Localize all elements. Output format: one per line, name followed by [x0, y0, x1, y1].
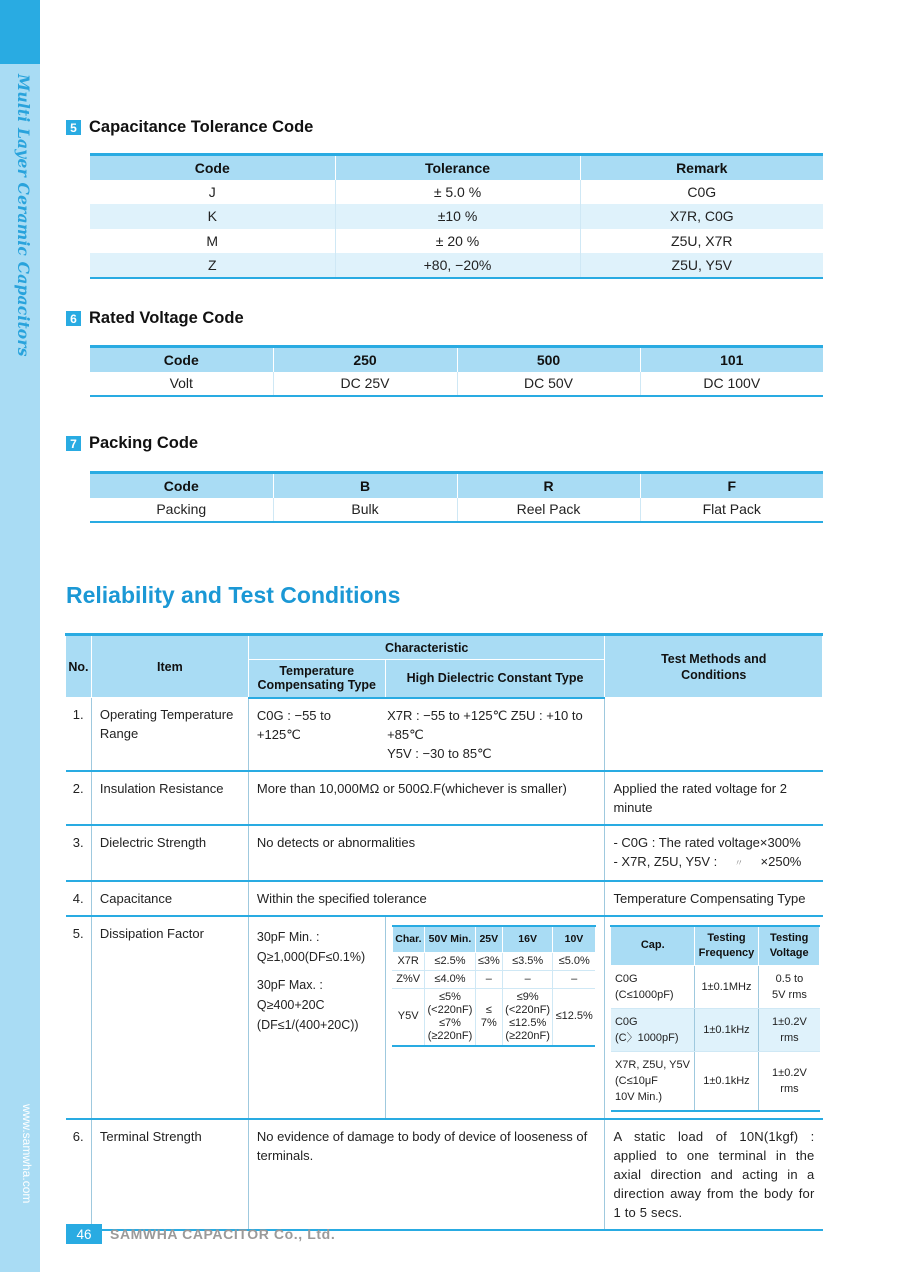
cell-temp-comp [248, 916, 385, 1119]
header-500: 500 [457, 347, 640, 372]
cell-characteristic: Within the specified tolerance [248, 881, 605, 916]
cell-tolerance: +80, −20% [335, 253, 580, 278]
cell-label: Packing [90, 498, 273, 523]
test-header: Testing Voltage [758, 926, 820, 966]
cell-item: Capacitance [91, 881, 248, 916]
header-test-methods: Test Methods and Conditions [605, 635, 823, 698]
table-row [66, 771, 823, 825]
df-table [392, 925, 596, 1047]
cell-test [605, 825, 823, 881]
test-cell: 1±0.2V rms [758, 1051, 820, 1111]
header-remark: Remark [580, 155, 823, 180]
text-segment: - X7R, Z5U, Y5V : [613, 853, 718, 869]
header-no: No. [66, 635, 92, 698]
section-number-badge: 6 [66, 311, 81, 326]
header-b: B [273, 473, 457, 498]
cell-code: M [206, 232, 219, 249]
header-characteristic: Characteristic [248, 635, 605, 660]
reliability-table [65, 633, 823, 1231]
table-row [90, 204, 823, 229]
text-line: 7% [480, 1016, 497, 1029]
df-header: 10V [553, 926, 595, 953]
df-cell [475, 988, 502, 1046]
table-row [66, 916, 823, 1119]
cell-no: 3. [66, 825, 92, 881]
cell-code: J [208, 183, 216, 200]
df-cell: ≤5.0% [553, 952, 595, 970]
section-voltage-heading [66, 309, 244, 328]
text-line: 0.5 to [775, 972, 804, 985]
voltage-table [90, 345, 823, 397]
cell-characteristic: No evidence of damage to body of device of looseness of terminals. [248, 1119, 605, 1230]
test-row [611, 965, 820, 1008]
test-cell: 1±0.1kHz [695, 1008, 759, 1051]
text-line: Q≥400+20C [256, 997, 325, 1012]
df-cell: – [475, 970, 502, 988]
text-line: (≥220nF) [505, 1029, 550, 1042]
text-line: (<220nF) [505, 1003, 551, 1016]
cell-label: Volt [90, 372, 273, 397]
cell-no: 4. [66, 881, 92, 916]
text-line: (C≤1000pF) [614, 988, 674, 1001]
table-row [90, 229, 823, 254]
text-line: ≤7% [439, 1016, 461, 1029]
df-header: 16V [502, 926, 552, 953]
df-cell: ≤12.5% [553, 988, 595, 1046]
cell-remark: X7R, C0G [580, 204, 823, 229]
text-line: 30pF Max. : [256, 977, 323, 992]
section-packing-heading [66, 434, 198, 453]
reliability-title: Reliability and Test Conditions [66, 582, 401, 608]
df-cell: – [502, 970, 552, 988]
cell-value: DC 100V [640, 372, 823, 397]
cell-remark: C0G [580, 180, 823, 205]
tolerance-table [90, 153, 823, 279]
text-line: X7R, Z5U, Y5V [614, 1058, 690, 1071]
header-code: Code [90, 155, 335, 180]
section-title: Packing Code [89, 434, 199, 452]
df-cell: X7R [392, 952, 425, 970]
test-cell [611, 1051, 695, 1111]
header-r: R [457, 473, 640, 498]
text-line: C0G [614, 972, 638, 985]
header-tolerance: Tolerance [335, 155, 580, 180]
text-line: Y5V : −30 to 85℃ [387, 745, 492, 761]
text-line: 5V rms [772, 988, 807, 1001]
test-cell: 1±0.1MHz [695, 965, 759, 1008]
header-high-dielectric: High Dielectric Constant Type [385, 660, 605, 698]
cell-no: 1. [66, 698, 92, 771]
text-line: 30pF Min. : [256, 929, 320, 944]
text-line: (DF≤1/(400+20C)) [256, 1017, 359, 1032]
cell-no: 2. [66, 771, 92, 825]
cell-test [605, 916, 823, 1119]
text-line: ≤9% [516, 990, 539, 1003]
df-cell: Z%V [392, 970, 425, 988]
text-line: 10V Min.) [614, 1090, 663, 1103]
page-number: 46 [66, 1224, 102, 1244]
packing-table [90, 471, 823, 523]
test-row [611, 1008, 820, 1051]
df-cell [425, 988, 475, 1046]
sidebar-url: www.samwha.com [20, 1104, 34, 1204]
cell-test: Applied the rated voltage for 2 minute [605, 771, 823, 825]
df-cell [502, 988, 552, 1046]
cell-value: Bulk [273, 498, 457, 523]
ditto-mark: 〃 [734, 857, 744, 868]
test-cell: 1±0.1kHz [695, 1051, 759, 1111]
header-101: 101 [640, 347, 823, 372]
test-header: Testing Frequency [695, 926, 759, 966]
text-line: (≥220nF) [427, 1029, 473, 1042]
test-row [611, 1051, 820, 1111]
cell-item: Operating Temperature Range [91, 698, 248, 771]
sidebar-title: Multi Layer Ceramic Capacitors [14, 74, 33, 357]
test-cell [758, 965, 820, 1008]
test-cell [611, 1008, 695, 1051]
text-line: Q≥1,000(DF≤0.1%) [256, 949, 366, 964]
table-row [90, 253, 823, 278]
text-line [613, 852, 814, 873]
cell-item: Terminal Strength [91, 1119, 248, 1230]
cell-high-dielectric [385, 698, 605, 771]
df-header: 25V [475, 926, 502, 953]
text-line: C0G [614, 1015, 638, 1028]
cell-test: Temperature Compensating Type [605, 881, 823, 916]
cell-value: DC 50V [457, 372, 640, 397]
cell-tolerance: ± 5.0 % [335, 180, 580, 205]
df-header: Char. [392, 926, 425, 953]
cell-remark: Z5U, X7R [580, 229, 823, 254]
text-line: ≤5% [439, 990, 461, 1003]
df-cell: ≤3.5% [502, 952, 552, 970]
section-title: Capacitance Tolerance Code [89, 118, 314, 136]
cell-value: DC 25V [273, 372, 457, 397]
table-row [90, 372, 823, 397]
header-f: F [640, 473, 823, 498]
cell-item: Dielectric Strength [91, 825, 248, 881]
df-cell: ≤3% [475, 952, 502, 970]
cell-item: Dissipation Factor [91, 916, 248, 1119]
section-number-badge: 7 [66, 436, 81, 451]
company-name: SAMWHA CAPACITOR Co., Ltd. [110, 1226, 336, 1242]
table-row [66, 1119, 823, 1230]
df-cell: ≤2.5% [425, 952, 475, 970]
cell-no: 6. [66, 1119, 92, 1230]
cell-value: Flat Pack [640, 498, 823, 523]
cell-characteristic: No detects or abnormalities [248, 825, 605, 881]
cell-high-dielectric [385, 916, 605, 1119]
table-row [90, 180, 823, 205]
sidebar-top-block [0, 0, 40, 64]
text-line: - C0G : The rated voltage×300% [613, 834, 801, 850]
test-condition-table [610, 925, 820, 1112]
text-line: X7R : −55 to +125℃ Z5U : +10 to +85℃ [387, 707, 583, 742]
section-tolerance-heading [66, 118, 313, 137]
text-line: (<220nF) [427, 1003, 473, 1016]
test-cell [611, 965, 695, 1008]
text-line: ≤ [485, 1003, 492, 1016]
test-header: Cap. [611, 926, 695, 966]
header-code: Code [90, 347, 273, 372]
text-line: ≤12.5% [509, 1016, 547, 1029]
cell-test [605, 698, 823, 771]
table-row [66, 881, 823, 916]
cell-test: A static load of 10N(1kgf) : applied to one terminal in the axial direction and acting in a direction away from the body for 1 to 5 secs. [605, 1119, 823, 1230]
test-cell: 1±0.2V rms [758, 1008, 820, 1051]
df-cell: ≤4.0% [425, 970, 475, 988]
df-cell: – [553, 970, 595, 988]
df-row [392, 952, 595, 970]
header-temp-comp: Temperature Compensating Type [248, 660, 385, 698]
cell-temp-comp: C0G : −55 to +125℃ [248, 698, 385, 771]
cell-remark: Z5U, Y5V [580, 253, 823, 278]
df-row [392, 988, 595, 1046]
section-title: Rated Voltage Code [89, 309, 244, 327]
header-item: Item [91, 635, 248, 698]
cell-no: 5. [66, 916, 92, 1119]
cell-characteristic: More than 10,000MΩ or 500Ω.F(whichever is smaller) [248, 771, 605, 825]
cell-code: Z [90, 253, 335, 278]
table-row [66, 825, 823, 881]
text-line: (C〉1000pF) [614, 1031, 679, 1044]
cell-code: K [90, 204, 335, 229]
df-header: 50V Min. [425, 926, 475, 953]
header-250: 250 [273, 347, 457, 372]
cell-value: Reel Pack [457, 498, 640, 523]
text-segment: ×250% [760, 853, 802, 869]
df-cell: Y5V [392, 988, 425, 1046]
header-code: Code [90, 473, 273, 498]
table-row [90, 498, 823, 523]
text-line: (C≤10μF [614, 1074, 658, 1087]
cell-tolerance: ± 20 % [335, 229, 580, 254]
section-number-badge: 5 [66, 120, 81, 135]
df-row [392, 970, 595, 988]
cell-item: Insulation Resistance [91, 771, 248, 825]
table-row [66, 698, 823, 771]
footer [66, 1224, 335, 1244]
cell-tolerance: ±10 % [335, 204, 580, 229]
